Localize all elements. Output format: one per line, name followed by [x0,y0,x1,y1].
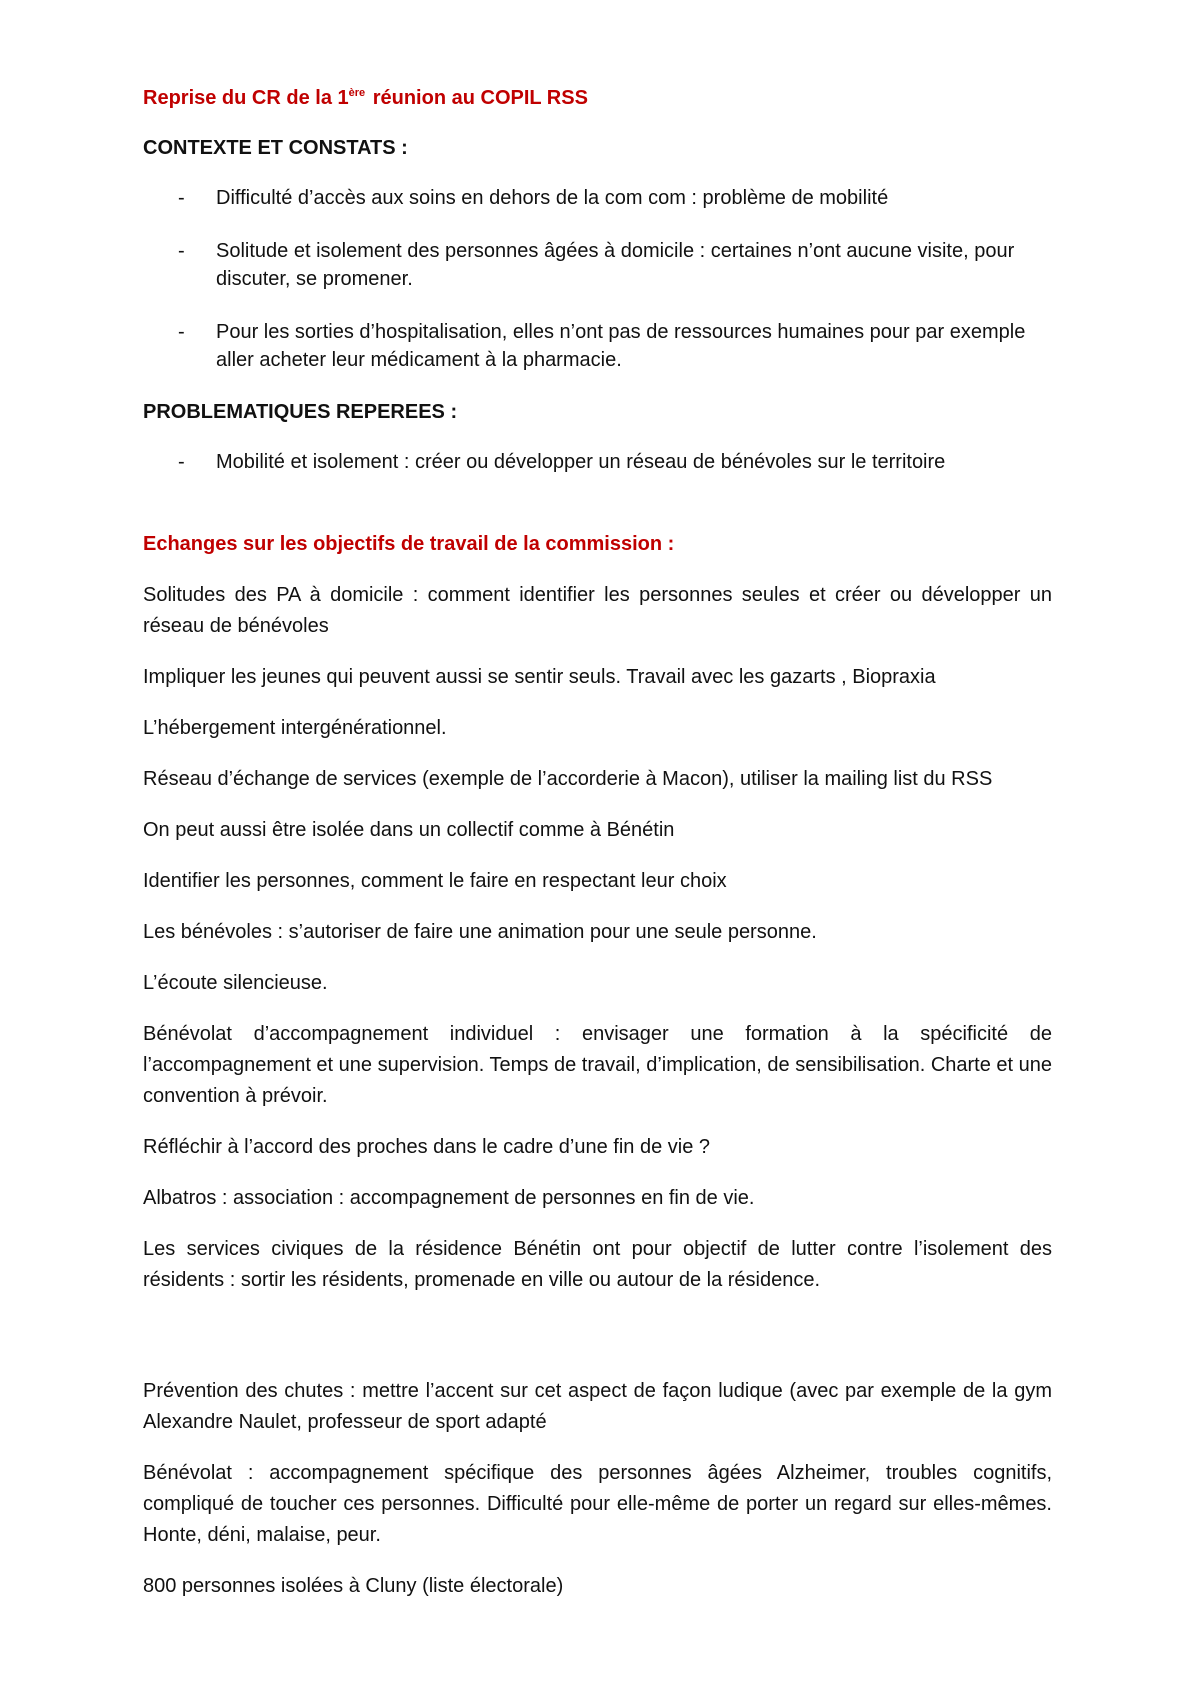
paragraph: Identifier les personnes, comment le faire en respectant leur choix [143,870,727,892]
list-item-text: Pour les sorties d’hospitalisation, elles n’ont pas de ressources humaines pour par exemple aller acheter leur médicament à la pharmacie. [216,321,1026,371]
dash-bullet: - [178,240,185,262]
paragraph: Albatros : association : accompagnement de personnes en fin de vie. [143,1187,755,1209]
paragraph: Impliquer les jeunes qui peuvent aussi se sentir seuls. Travail avec les gazarts , Biopraxia [143,666,936,688]
dash-bullet: - [178,451,185,473]
paragraph: Solitudes des PA à domicile : comment identifier les personnes seules et créer ou développer un réseau de bénévoles [143,584,1052,637]
paragraph: 800 personnes isolées à Cluny (liste électorale) [143,1575,564,1597]
list-item-text: Solitude et isolement des personnes âgées à domicile : certaines n’ont aucune visite, pour discuter, se promener. [216,240,1015,290]
paragraph: Bénévolat : accompagnement spécifique des personnes âgées Alzheimer, troubles cognitifs, compliqué de toucher ces personnes. Difficulté pour elle-même de porter un regard sur elles-mêmes. Honte, déni, malaise, peur. [143,1462,1052,1546]
problematiques-list [143,448,1052,476]
paragraph: Réseau d’échange de services (exemple de l’accorderie à Macon), utiliser la mailing list du RSS [143,768,993,790]
vertical-gap [143,1316,1052,1376]
section-heading-contexte: CONTEXTE ET CONSTATS : [143,137,408,159]
document-title [143,84,1052,112]
paragraph: On peut aussi être isolée dans un collectif comme à Bénétin [143,819,675,841]
section-heading-problematiques: PROBLEMATIQUES REPEREES : [143,401,458,423]
paragraph: Les bénévoles : s’autoriser de faire une animation pour une seule personne. [143,921,817,943]
list-item-text: Mobilité et isolement : créer ou développer un réseau de bénévoles sur le territoire [216,451,946,473]
vertical-gap [143,500,1052,530]
dash-bullet: - [178,321,185,343]
list-item-text: Difficulté d’accès aux soins en dehors de la com com : problème de mobilité [216,187,889,209]
dash-bullet: - [178,187,185,209]
list-item [143,448,1052,476]
paragraph: Prévention des chutes : mettre l’accent sur cet aspect de façon ludique (avec par exemple de la gym Alexandre Naulet, professeur de sport adapté [143,1380,1052,1433]
section-heading-echanges: Echanges sur les objectifs de travail de la commission : [143,533,675,555]
contexte-list [143,184,1052,374]
paragraph: Les services civiques de la résidence Bénétin ont pour objectif de lutter contre l’isolement des résidents : sortir les résidents, promenade en ville ou autour de la résidence. [143,1238,1052,1291]
paragraph: L’hébergement intergénérationnel. [143,717,447,739]
list-item [143,237,1052,293]
title-superscript: ère [348,87,366,99]
paragraph: Bénévolat d’accompagnement individuel : envisager une formation à la spécificité de l’accompagnement et une supervision. Temps de travail, d’implication, de sensibilisation. Charte et une convention à prévoir. [143,1023,1053,1107]
paragraph: Réfléchir à l’accord des proches dans le cadre d’une fin de vie ? [143,1136,710,1158]
list-item [143,184,1052,212]
paragraph: L’écoute silencieuse. [143,972,328,994]
title-suffix: réunion au COPIL RSS [367,87,588,109]
title-prefix: Reprise du CR de la 1 [143,87,349,109]
list-item [143,318,1052,374]
